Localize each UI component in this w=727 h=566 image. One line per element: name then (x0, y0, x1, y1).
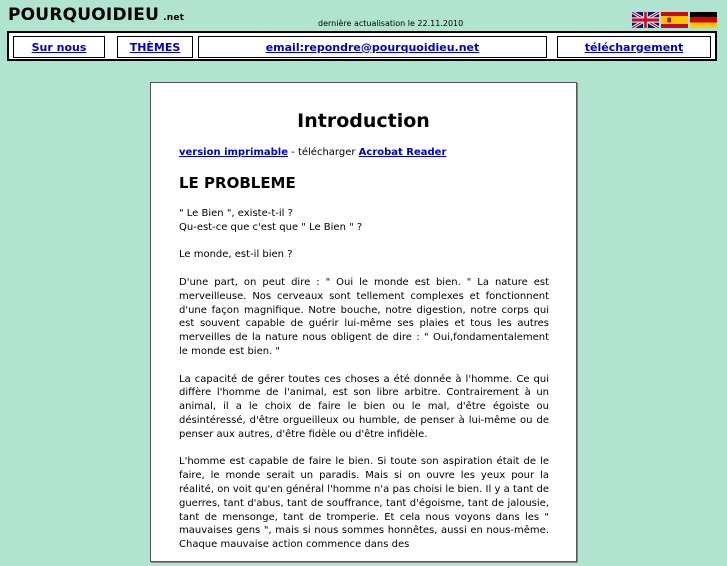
question-line: Qu-est-ce que c'est que " Le Bien " ? (179, 221, 363, 233)
paragraph (179, 207, 549, 235)
acrobat-reader-link[interactable]: Acrobat Reader (358, 147, 447, 158)
paragraph: Le monde, est-il bien ? (179, 249, 293, 261)
paragraph: D'une part, on peut dire : " Oui le monde est bien. " La nature est merveilleuse. Nos cerveaux sont tellement complexes et fonctionnent d'une façon magnifique. Notre bouche, notre digestion, notre corps qui est souvent capable de guérir lui-même ses plaies et tous les autres merveilles de la nature nous obligent de dire : " Oui,fondamentalement le monde est bien. " (179, 276, 549, 357)
paragraph: La capacité de gérer toutes ces choses a été donnée à l'homme. Ce qui diffère l'homme de l'animal, est son libre arbitre. Contrairement à un animal, il a le choix de faire le bien ou le mal, d'être égoiste ou désintéressé, d'être orgueilleux ou humble, de penser à lui-même ou de penser aux autres, d'être fidèle ou d'être infidèle. (179, 373, 549, 440)
printable-version-link[interactable]: version imprimable (179, 147, 288, 158)
body-text (179, 207, 549, 566)
nav-themes-button[interactable]: THÈMES (117, 36, 193, 58)
language-flags (632, 12, 717, 28)
nav-about-button[interactable]: Sur nous (13, 36, 105, 58)
nav-email-button[interactable]: email:repondre@pourquoidieu.net (198, 36, 547, 58)
download-text: - télécharger (287, 147, 359, 158)
site-logo[interactable] (8, 5, 184, 25)
section-title: LE PROBLEME (179, 174, 296, 192)
nav-download-button[interactable]: téléchargement (557, 36, 711, 58)
last-updated: dernière actualisation le 22.11.2010 (318, 19, 464, 28)
paragraph: L'homme est capable de faire le bien. Si toute son aspiration était de le faire, le monde serait un paradis. Mais si on ouvre les yeux pour la réalité, on voit qu'en général l'homme n'a pas choisi le bien. Il y a tant de guerres, tant d'abus, tant de souffrance, tant d'égoisme, tant de jalousie, tant de mensonge, tant de tromperie. Et cela nous voyons dans les " mauvaises gens ", mais si nous sommes honnêtes, aussi en nous-même. Chaque mauvaise action commence dans des (179, 456, 549, 551)
site-tld: .net (163, 13, 185, 23)
germany-flag-icon[interactable] (690, 12, 717, 28)
spain-flag-icon[interactable] (661, 12, 688, 28)
content-panel (150, 82, 577, 562)
print-line (179, 147, 446, 158)
nav-bar (7, 31, 717, 61)
question-line: " Le Bien ", existe-t-il ? (179, 208, 293, 219)
site-name: POURQUOIDIEU (8, 5, 160, 25)
page-title: Introduction (297, 110, 430, 132)
uk-flag-icon[interactable] (632, 12, 659, 28)
